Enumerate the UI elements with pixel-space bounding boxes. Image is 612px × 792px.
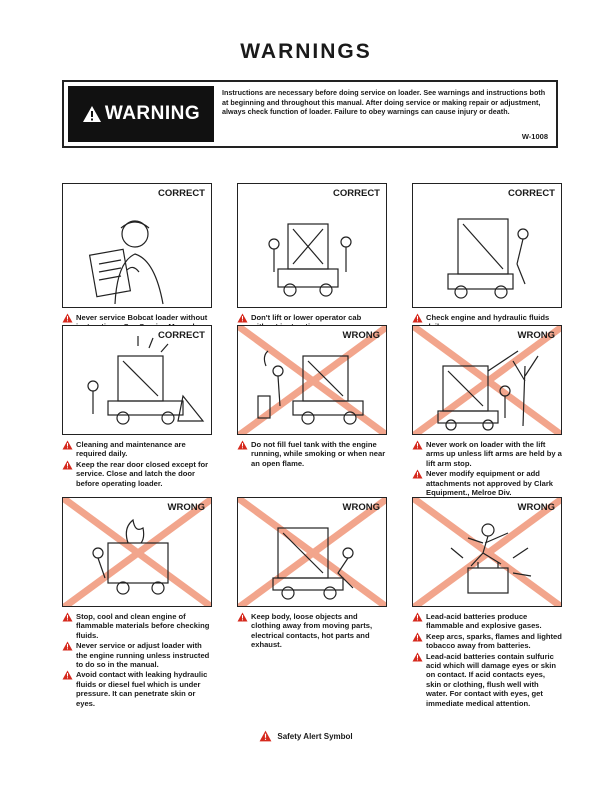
caption: Never service or adjust loader with the engine running unless instructed to do so in the manual. xyxy=(62,641,212,669)
safety-alert-icon xyxy=(62,670,73,680)
verdict-label: WRONG xyxy=(167,502,205,513)
caption: Never work on loader with the lift arms up unless lift arms are held by a lift arm stop. xyxy=(412,440,562,468)
caption: Never service Bobcat loader without xyxy=(62,313,212,332)
caption: Lead-acid batteries contain sulfuric acid which will damage eyes or skin on contact. If acid contacts eyes, skin or clothing, flush well with water. For contact with eyes, get immediate medical attention. xyxy=(412,652,562,708)
warning-badge-label: WARNING xyxy=(104,103,201,124)
verdict-label: CORRECT xyxy=(158,330,205,341)
caption: Avoid contact with leaking hydraulic fluids or diesel fuel which is under pressure. It can penetrate skin or eyes. xyxy=(62,670,212,708)
warning-card xyxy=(237,497,387,651)
raised-arms-illustration xyxy=(413,326,562,435)
safety-alert-icon xyxy=(237,313,248,323)
caption: Never modify equipment or add attachments not approved by Clark Equipment., Melroe Div. xyxy=(412,469,562,497)
illustration-frame xyxy=(62,183,212,308)
caption: Lead-acid batteries produce flammable and explosive gases. xyxy=(412,612,562,631)
illustration-frame xyxy=(412,497,562,607)
verdict-label: WRONG xyxy=(517,330,555,341)
verdict-label: CORRECT xyxy=(158,188,205,199)
fueling-illustration xyxy=(238,326,387,435)
illustration-frame xyxy=(412,325,562,435)
illustration-frame xyxy=(237,183,387,308)
illustration-frame xyxy=(237,325,387,435)
caption: Check engine and hydraulic fluids xyxy=(412,313,562,332)
warning-card xyxy=(412,183,562,343)
safety-alert-icon xyxy=(412,612,423,622)
warning-card xyxy=(62,183,212,333)
warning-card xyxy=(412,497,562,709)
verdict-label: WRONG xyxy=(517,502,555,513)
illustration-frame xyxy=(412,183,562,308)
warning-card xyxy=(62,497,212,709)
warning-banner xyxy=(62,80,558,148)
safety-alert-icon xyxy=(62,612,73,622)
safety-alert-icon xyxy=(62,460,73,470)
safety-alert-icon xyxy=(412,313,423,323)
warning-code: W-1008 xyxy=(521,132,548,141)
cleaning-loader-illustration xyxy=(63,326,212,435)
safety-alert-icon xyxy=(259,730,272,742)
man-reading-manual-illustration xyxy=(63,184,212,308)
warning-text: Instructions are necessary before doing service on loader. See warnings and instructions both at beginning and throughout this manual. After doing service or making repair or adjustment, always check function of loader. Failure to obey warnings can cause injury or death. xyxy=(222,88,546,117)
warning-badge xyxy=(68,86,214,142)
engine-fire-illustration xyxy=(63,498,212,607)
safety-alert-icon xyxy=(412,469,423,479)
caption: Stop, cool and clean engine of flammable materials before checking fluids. xyxy=(62,612,212,640)
caption: Keep arcs, sparks, flames and lighted tobacco away from batteries. xyxy=(412,632,562,651)
safety-alert-icon xyxy=(237,612,248,622)
safety-alert-icon xyxy=(412,652,423,662)
safety-alert-icon xyxy=(62,440,73,450)
warning-card xyxy=(237,325,387,469)
safety-alert-icon xyxy=(62,313,73,323)
page-title: WARNINGS xyxy=(240,40,372,63)
caption: Keep the rear door closed except for service. Close and latch the door before operating loader. xyxy=(62,460,212,488)
verdict-label: CORRECT xyxy=(333,188,380,199)
warning-card xyxy=(237,183,387,333)
caption: Keep body, loose objects and clothing away from moving parts, electrical contacts, hot parts and exhaust. xyxy=(237,612,387,650)
safety-alert-icon xyxy=(237,440,248,450)
safety-alert-icon xyxy=(412,440,423,450)
safety-alert-icon xyxy=(412,632,423,642)
caption: Cleaning and maintenance are required daily. xyxy=(62,440,212,459)
warning-card xyxy=(62,325,212,489)
moving-parts-illustration xyxy=(238,498,387,607)
lifting-cab-illustration xyxy=(238,184,387,308)
warning-card xyxy=(412,325,562,498)
safety-alert-icon xyxy=(62,641,73,651)
checking-fluids-illustration xyxy=(413,184,562,308)
caption: Do not fill fuel tank with the engine running, while smoking or when near an open flame. xyxy=(237,440,387,468)
battery-explosion-illustration xyxy=(413,498,562,607)
verdict-label: CORRECT xyxy=(508,188,555,199)
verdict-label: WRONG xyxy=(342,502,380,513)
caption: Don't lift or lower operator cab xyxy=(237,313,387,332)
illustration-frame xyxy=(62,325,212,435)
footer-label: Safety Alert Symbol xyxy=(277,731,353,741)
verdict-label: WRONG xyxy=(342,330,380,341)
illustration-frame xyxy=(62,497,212,607)
illustration-frame xyxy=(237,497,387,607)
footer xyxy=(0,730,612,742)
warning-triangle-icon xyxy=(82,105,102,123)
